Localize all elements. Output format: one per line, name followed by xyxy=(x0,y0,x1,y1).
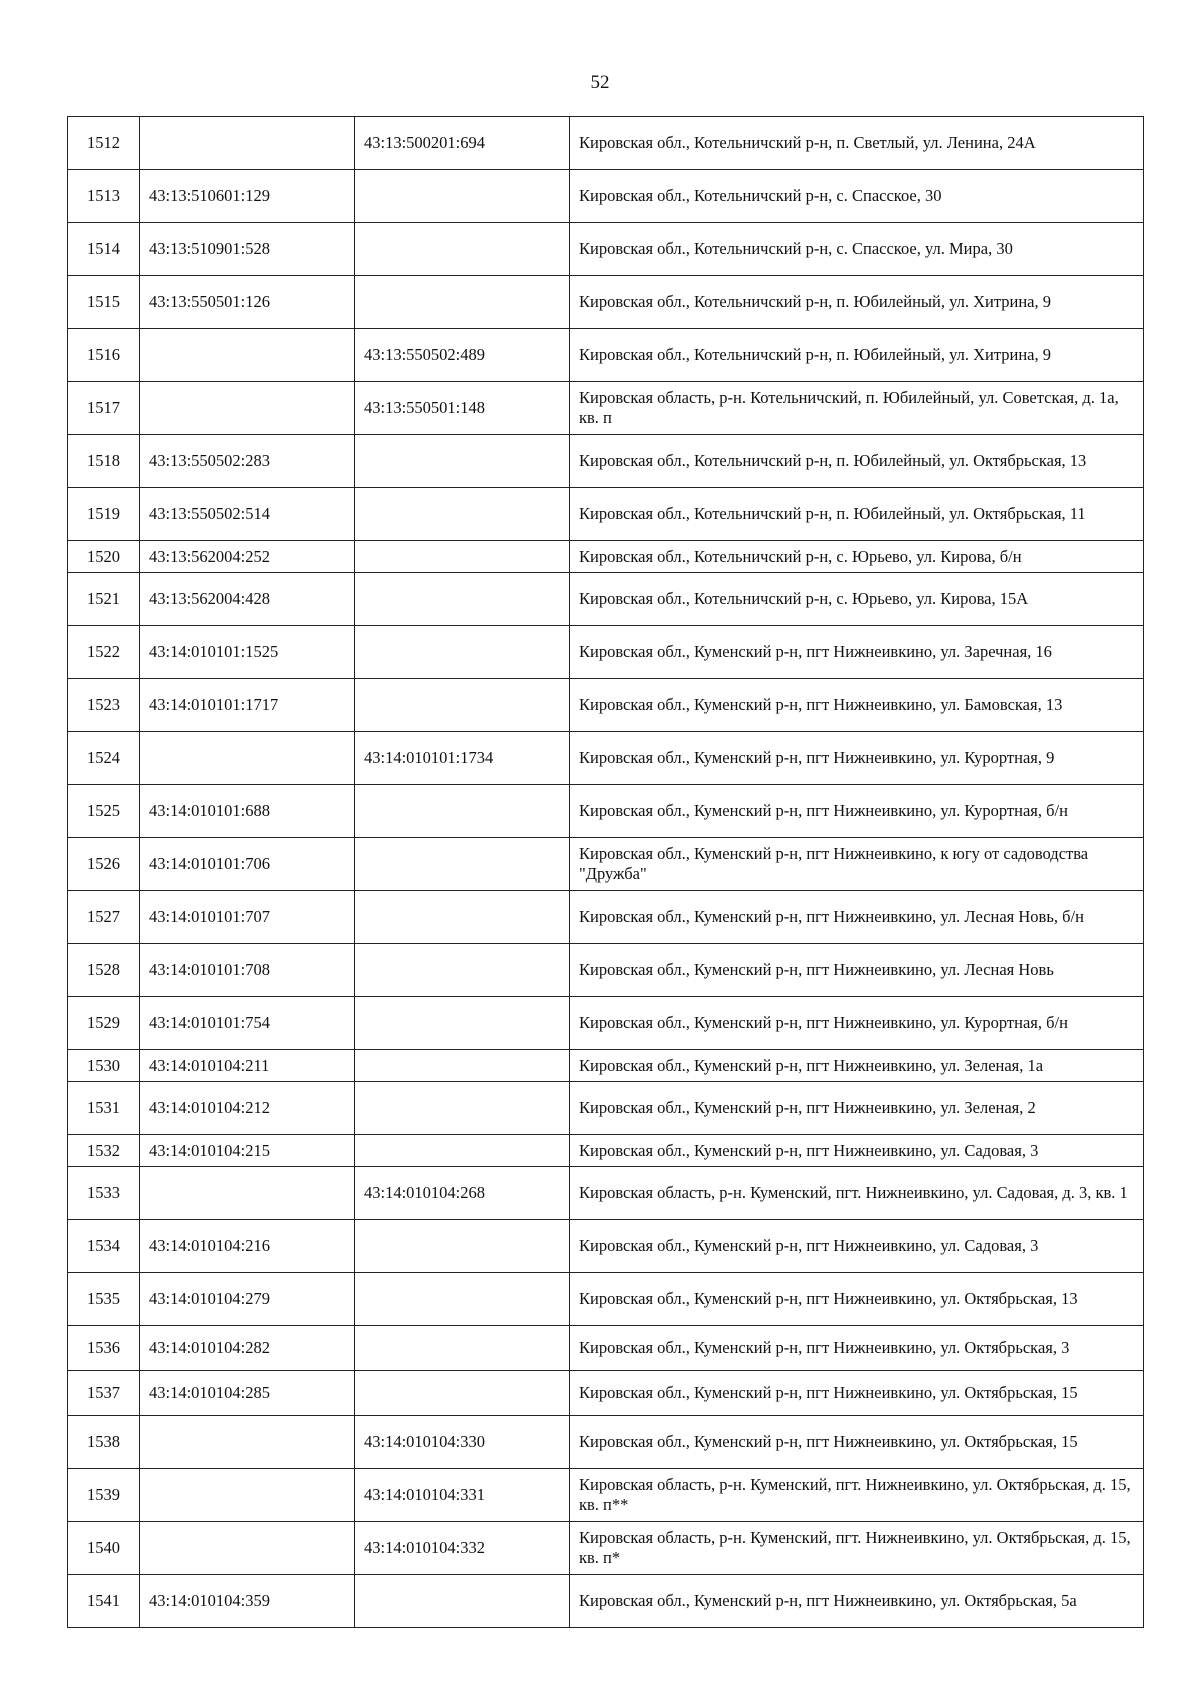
property-registry-table xyxy=(67,116,1144,1628)
row-number-cell: 1527 xyxy=(68,891,140,944)
table-row xyxy=(68,488,1144,541)
row-number-cell: 1535 xyxy=(68,1273,140,1326)
building-cadastral-number-cell: 43:13:562004:428 xyxy=(140,573,355,626)
building-cadastral-number-cell xyxy=(140,732,355,785)
row-number-cell: 1538 xyxy=(68,1416,140,1469)
room-cadastral-number-cell: 43:13:550501:148 xyxy=(355,382,570,435)
room-cadastral-number-cell: 43:14:010104:332 xyxy=(355,1522,570,1575)
building-cadastral-number-cell: 43:14:010101:754 xyxy=(140,997,355,1050)
table-row xyxy=(68,679,1144,732)
room-cadastral-number-cell xyxy=(355,1575,570,1628)
address-cell: Кировская область, р-н. Куменский, пгт. Нижнеивкино, ул. Октябрьская, д. 15, кв. п** xyxy=(570,1469,1144,1522)
address-cell: Кировская обл., Куменский р-н, пгт Нижнеивкино, ул. Заречная, 16 xyxy=(570,626,1144,679)
table-row xyxy=(68,276,1144,329)
table-row xyxy=(68,573,1144,626)
table-row xyxy=(68,1082,1144,1135)
row-number-cell: 1526 xyxy=(68,838,140,891)
building-cadastral-number-cell: 43:14:010104:285 xyxy=(140,1371,355,1416)
address-cell: Кировская обл., Куменский р-н, пгт Нижнеивкино, ул. Октябрьская, 3 xyxy=(570,1326,1144,1371)
room-cadastral-number-cell xyxy=(355,276,570,329)
row-number-cell: 1515 xyxy=(68,276,140,329)
table-row xyxy=(68,1135,1144,1167)
room-cadastral-number-cell xyxy=(355,223,570,276)
row-number-cell: 1518 xyxy=(68,435,140,488)
room-cadastral-number-cell xyxy=(355,944,570,997)
table-row xyxy=(68,785,1144,838)
address-cell: Кировская обл., Котельничский р-н, п. Светлый, ул. Ленина, 24А xyxy=(570,117,1144,170)
row-number-cell: 1516 xyxy=(68,329,140,382)
building-cadastral-number-cell xyxy=(140,1416,355,1469)
building-cadastral-number-cell: 43:14:010104:211 xyxy=(140,1050,355,1082)
address-cell: Кировская обл., Куменский р-н, пгт Нижнеивкино, ул. Садовая, 3 xyxy=(570,1220,1144,1273)
room-cadastral-number-cell xyxy=(355,1371,570,1416)
page-number: 52 xyxy=(590,72,610,93)
address-cell: Кировская обл., Котельничский р-н, п. Юбилейный, ул. Хитрина, 9 xyxy=(570,329,1144,382)
table-row xyxy=(68,329,1144,382)
building-cadastral-number-cell: 43:14:010104:216 xyxy=(140,1220,355,1273)
building-cadastral-number-cell: 43:14:010104:212 xyxy=(140,1082,355,1135)
room-cadastral-number-cell xyxy=(355,891,570,944)
building-cadastral-number-cell: 43:14:010101:688 xyxy=(140,785,355,838)
room-cadastral-number-cell xyxy=(355,1050,570,1082)
row-number-cell: 1520 xyxy=(68,541,140,573)
building-cadastral-number-cell xyxy=(140,382,355,435)
building-cadastral-number-cell xyxy=(140,1469,355,1522)
building-cadastral-number-cell xyxy=(140,1167,355,1220)
room-cadastral-number-cell xyxy=(355,1135,570,1167)
building-cadastral-number-cell: 43:14:010101:706 xyxy=(140,838,355,891)
building-cadastral-number-cell: 43:13:510901:528 xyxy=(140,223,355,276)
address-cell: Кировская обл., Куменский р-н, пгт Нижнеивкино, ул. Курортная, б/н xyxy=(570,997,1144,1050)
building-cadastral-number-cell: 43:14:010101:707 xyxy=(140,891,355,944)
building-cadastral-number-cell: 43:14:010101:1717 xyxy=(140,679,355,732)
room-cadastral-number-cell xyxy=(355,626,570,679)
address-cell: Кировская обл., Куменский р-н, пгт Нижнеивкино, ул. Октябрьская, 5а xyxy=(570,1575,1144,1628)
table-row xyxy=(68,626,1144,679)
building-cadastral-number-cell: 43:14:010104:215 xyxy=(140,1135,355,1167)
row-number-cell: 1519 xyxy=(68,488,140,541)
row-number-cell: 1537 xyxy=(68,1371,140,1416)
table-row xyxy=(68,1326,1144,1371)
row-number-cell: 1528 xyxy=(68,944,140,997)
building-cadastral-number-cell: 43:14:010104:282 xyxy=(140,1326,355,1371)
row-number-cell: 1530 xyxy=(68,1050,140,1082)
address-cell: Кировская обл., Котельничский р-н, с. Юрьево, ул. Кирова, 15А xyxy=(570,573,1144,626)
table-row xyxy=(68,1575,1144,1628)
table-row xyxy=(68,997,1144,1050)
address-cell: Кировская обл., Котельничский р-н, с. Спасское, ул. Мира, 30 xyxy=(570,223,1144,276)
table-row xyxy=(68,1273,1144,1326)
room-cadastral-number-cell xyxy=(355,1273,570,1326)
address-cell: Кировская обл., Куменский р-н, пгт Нижнеивкино, ул. Октябрьская, 15 xyxy=(570,1371,1144,1416)
table-row xyxy=(68,1220,1144,1273)
room-cadastral-number-cell xyxy=(355,573,570,626)
row-number-cell: 1525 xyxy=(68,785,140,838)
table-row xyxy=(68,1371,1144,1416)
row-number-cell: 1531 xyxy=(68,1082,140,1135)
room-cadastral-number-cell xyxy=(355,541,570,573)
row-number-cell: 1522 xyxy=(68,626,140,679)
table-row xyxy=(68,170,1144,223)
table-row xyxy=(68,435,1144,488)
room-cadastral-number-cell: 43:14:010104:330 xyxy=(355,1416,570,1469)
room-cadastral-number-cell xyxy=(355,1326,570,1371)
address-cell: Кировская область, р-н. Куменский, пгт. Нижнеивкино, ул. Садовая, д. 3, кв. 1 xyxy=(570,1167,1144,1220)
row-number-cell: 1514 xyxy=(68,223,140,276)
address-cell: Кировская обл., Куменский р-н, пгт Нижнеивкино, ул. Садовая, 3 xyxy=(570,1135,1144,1167)
address-cell: Кировская обл., Куменский р-н, пгт Нижнеивкино, ул. Бамовская, 13 xyxy=(570,679,1144,732)
building-cadastral-number-cell: 43:14:010104:359 xyxy=(140,1575,355,1628)
address-cell: Кировская обл., Куменский р-н, пгт Нижнеивкино, ул. Зеленая, 2 xyxy=(570,1082,1144,1135)
building-cadastral-number-cell: 43:14:010104:279 xyxy=(140,1273,355,1326)
table-row xyxy=(68,1416,1144,1469)
table-row xyxy=(68,732,1144,785)
row-number-cell: 1513 xyxy=(68,170,140,223)
building-cadastral-number-cell: 43:14:010101:708 xyxy=(140,944,355,997)
building-cadastral-number-cell xyxy=(140,117,355,170)
address-cell: Кировская обл., Куменский р-н, пгт Нижнеивкино, к югу от садоводства "Дружба" xyxy=(570,838,1144,891)
address-cell: Кировская обл., Куменский р-н, пгт Нижнеивкино, ул. Зеленая, 1а xyxy=(570,1050,1144,1082)
address-cell: Кировская обл., Куменский р-н, пгт Нижнеивкино, ул. Лесная Новь xyxy=(570,944,1144,997)
row-number-cell: 1521 xyxy=(68,573,140,626)
row-number-cell: 1523 xyxy=(68,679,140,732)
row-number-cell: 1533 xyxy=(68,1167,140,1220)
row-number-cell: 1539 xyxy=(68,1469,140,1522)
room-cadastral-number-cell xyxy=(355,785,570,838)
address-cell: Кировская обл., Куменский р-н, пгт Нижнеивкино, ул. Октябрьская, 15 xyxy=(570,1416,1144,1469)
table-row xyxy=(68,1167,1144,1220)
table-row xyxy=(68,1050,1144,1082)
address-cell: Кировская обл., Котельничский р-н, п. Юбилейный, ул. Октябрьская, 13 xyxy=(570,435,1144,488)
building-cadastral-number-cell: 43:13:550502:283 xyxy=(140,435,355,488)
row-number-cell: 1532 xyxy=(68,1135,140,1167)
address-cell: Кировская обл., Котельничский р-н, п. Юбилейный, ул. Хитрина, 9 xyxy=(570,276,1144,329)
table-row xyxy=(68,1469,1144,1522)
building-cadastral-number-cell xyxy=(140,329,355,382)
address-cell: Кировская обл., Котельничский р-н, п. Юбилейный, ул. Октябрьская, 11 xyxy=(570,488,1144,541)
row-number-cell: 1536 xyxy=(68,1326,140,1371)
building-cadastral-number-cell: 43:13:550502:514 xyxy=(140,488,355,541)
table-row xyxy=(68,1522,1144,1575)
building-cadastral-number-cell: 43:14:010101:1525 xyxy=(140,626,355,679)
table-row xyxy=(68,382,1144,435)
table-row xyxy=(68,944,1144,997)
address-cell: Кировская обл., Котельничский р-н, с. Юрьево, ул. Кирова, б/н xyxy=(570,541,1144,573)
room-cadastral-number-cell xyxy=(355,435,570,488)
room-cadastral-number-cell: 43:14:010101:1734 xyxy=(355,732,570,785)
row-number-cell: 1529 xyxy=(68,997,140,1050)
room-cadastral-number-cell xyxy=(355,170,570,223)
address-cell: Кировская обл., Куменский р-н, пгт Нижнеивкино, ул. Октябрьская, 13 xyxy=(570,1273,1144,1326)
building-cadastral-number-cell: 43:13:550501:126 xyxy=(140,276,355,329)
row-number-cell: 1540 xyxy=(68,1522,140,1575)
room-cadastral-number-cell xyxy=(355,1220,570,1273)
room-cadastral-number-cell: 43:13:500201:694 xyxy=(355,117,570,170)
table-row xyxy=(68,223,1144,276)
room-cadastral-number-cell xyxy=(355,488,570,541)
address-cell: Кировская обл., Котельничский р-н, с. Спасское, 30 xyxy=(570,170,1144,223)
building-cadastral-number-cell: 43:13:510601:129 xyxy=(140,170,355,223)
room-cadastral-number-cell xyxy=(355,679,570,732)
address-cell: Кировская область, р-н. Куменский, пгт. Нижнеивкино, ул. Октябрьская, д. 15, кв. п* xyxy=(570,1522,1144,1575)
address-cell: Кировская область, р-н. Котельничский, п. Юбилейный, ул. Советская, д. 1а, кв. п xyxy=(570,382,1144,435)
row-number-cell: 1534 xyxy=(68,1220,140,1273)
row-number-cell: 1524 xyxy=(68,732,140,785)
address-cell: Кировская обл., Куменский р-н, пгт Нижнеивкино, ул. Лесная Новь, б/н xyxy=(570,891,1144,944)
registry-body xyxy=(68,117,1144,1628)
room-cadastral-number-cell: 43:14:010104:268 xyxy=(355,1167,570,1220)
room-cadastral-number-cell: 43:13:550502:489 xyxy=(355,329,570,382)
table-row xyxy=(68,891,1144,944)
room-cadastral-number-cell xyxy=(355,997,570,1050)
table-row xyxy=(68,117,1144,170)
table-row xyxy=(68,541,1144,573)
room-cadastral-number-cell: 43:14:010104:331 xyxy=(355,1469,570,1522)
row-number-cell: 1517 xyxy=(68,382,140,435)
room-cadastral-number-cell xyxy=(355,1082,570,1135)
room-cadastral-number-cell xyxy=(355,838,570,891)
row-number-cell: 1512 xyxy=(68,117,140,170)
building-cadastral-number-cell xyxy=(140,1522,355,1575)
building-cadastral-number-cell: 43:13:562004:252 xyxy=(140,541,355,573)
table-row xyxy=(68,838,1144,891)
address-cell: Кировская обл., Куменский р-н, пгт Нижнеивкино, ул. Курортная, б/н xyxy=(570,785,1144,838)
address-cell: Кировская обл., Куменский р-н, пгт Нижнеивкино, ул. Курортная, 9 xyxy=(570,732,1144,785)
row-number-cell: 1541 xyxy=(68,1575,140,1628)
